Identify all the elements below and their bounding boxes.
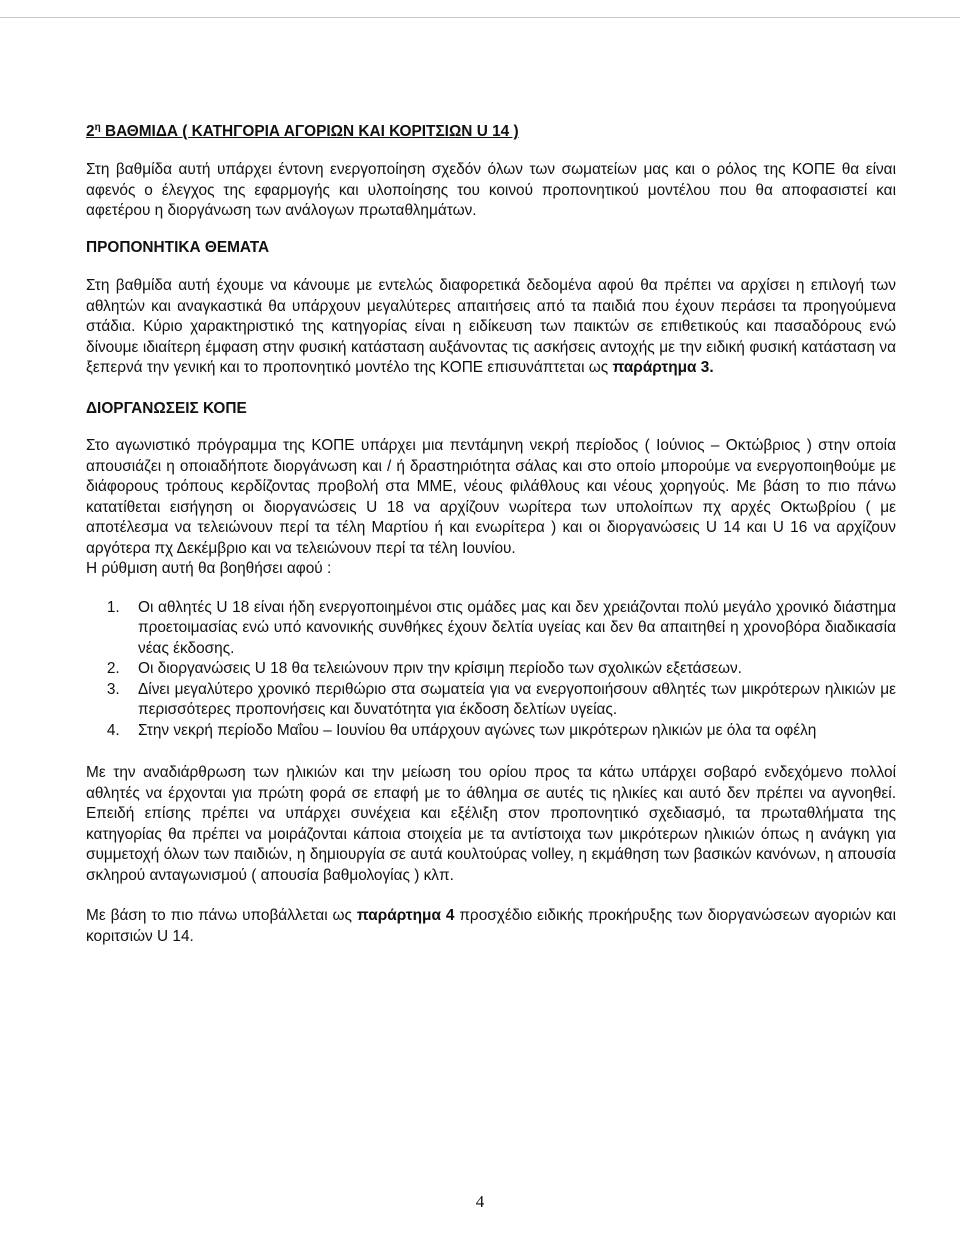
- events-paragraph: Στο αγωνιστικό πρόγραμμα της ΚΟΠΕ υπάρχει μια πεντάμηνη νεκρή περίοδος ( Ιούνιος – Οκτώβριος ) στην οποία απουσιάζει η οποιαδήποτε διοργάνωση και / ή δραστηριότητα σάλας και στο οποίο μπορούμε να ενεργοποιηθούμε με διάφορους τρόπους κερδίζοντας προβολή στα ΜΜΕ, νέους φιλάθλους και νέους χορηγούς. Με βάση το πιο πάνω κατατίθεται εισήγηση οι διοργανώσεις U 18 να αρχίζουν νωρίτερα των υπολοίπων πχ αρχές Οκτωβρίου ( με αποτέλεσμα να τελειώνουν περί τα τέλη Μαρτίου ή και ενωρίτερα ) και οι διοργανώσεις U 14 και U 16 να αρχίζουν αργότερα πχ Δεκέμβριο και να τελειώνουν περί τα τέλη Ιουνίου.: [86, 437, 896, 557]
- proposal-paragraph: [86, 906, 896, 947]
- proposal-post: προσχέδιο ειδικής προκήρυξης των διοργανώσεων αγοριών και κοριτσιών U 14.: [86, 907, 896, 945]
- document-body: [86, 118, 896, 947]
- title-number: 2: [86, 123, 95, 140]
- intro-paragraph: Στη βαθμίδα αυτή υπάρχει έντονη ενεργοποίηση σχεδόν όλων των σωματείων μας και ο ρόλος της ΚΟΠΕ θα είναι αφενός ο έλεγχος της εφαρμογής και υλοποίησης του κοινού προπονητικού μοντέλου που θα αποφασιστεί και αφετέρου η διοργάνωση των ανάλογων πρωταθλημάτων.: [86, 161, 896, 219]
- age-restructure-paragraph: Με την αναδιάρθρωση των ηλικιών και την μείωση του ορίου προς τα κάτω υπάρχει σοβαρό ενδεχόμενο πολλοί αθλητές να έρχονται για πρώτη φορά σε επαφή με το άθλημα σε αυτές τις ηλικίες και αυτό δεν πρέπει να αγνοηθεί. Επειδή επίσης πρέπει να υπάρχει συνέχεια και εξέλιξη στον προπονητικό σχεδιασμό, τα πρωταθλήματα της κατηγορίας θα πρέπει να μοιράζονται κάποια στοιχεία με τα αντίστοιχα των μικρότερων ηλικιών όπως η ανάγκη για συμμετοχή όλων των παιδιών, η δημιουργία σε αυτά κουλτούρας volley, η εκμάθηση των βασικών κανόνων, η απουσία σκληρού ανταγωνισμού ( απουσία βαθμολογίας ) κλπ.: [86, 764, 896, 884]
- training-paragraph: [86, 276, 896, 379]
- appendix-4-reference: παράρτημα 4: [356, 907, 455, 924]
- section-title: [86, 118, 896, 142]
- events-heading: ΔΙΟΡΓΑΝΩΣΕΙΣ ΚΟΠΕ: [86, 399, 247, 417]
- list-item: 3. Δίνει μεγαλύτερο χρονικό περιθώριο στα σωματεία για να ενεργοποιήσουν αθλητές των μικρότερων ηλικιών με περισσότερες προπονήσεις και δυνατότητα για έκδοση δελτίων υγείας.: [124, 680, 896, 721]
- scan-top-rule: [0, 17, 960, 18]
- appendix-3-reference: παράρτημα 3.: [612, 359, 714, 376]
- training-body: Στη βαθμίδα αυτή έχουμε να κάνουμε με εντελώς διαφορετικά δεδομένα αφού θα πρέπει να αρχίσει η επιλογή των αθλητών και αναγκαστικά θα υπάρχουν μεγαλύτερες απαιτήσεις από τα παιδιά που έχουν περάσει τα προηγούμενα στάδια. Κύριο χαρακτηριστικό της κατηγορίας είναι η ειδίκευση των παικτών σε επιθετικούς και πασαδόρους ενώ δίνουμε ιδιαίτερη έμφαση στην φυσική κατάσταση αυξάνοντας τις ασκήσεις αντοχής με την ειδική φυσική κατάσταση να ξεπερνά την γενική και το προπονητικό μοντέλο της ΚΟΠΕ επισυνάπτεται ως: [86, 277, 896, 376]
- events-lead-in: Η ρύθμιση αυτή θα βοηθήσει αφού :: [86, 560, 332, 577]
- page-number: 4: [475, 1192, 485, 1211]
- title-ordinal-suffix: η: [94, 122, 101, 133]
- list-item: 4. Στην νεκρή περίοδο Μαΐου – Ιουνίου θα υπάρχουν αγώνες των μικρότερων ηλικιών με όλα τα οφέλη: [124, 721, 896, 742]
- training-heading: ΠΡΟΠΟΝΗΤΙΚΑ ΘΕΜΑΤΑ: [86, 238, 270, 256]
- reasons-list: [86, 598, 896, 742]
- proposal-pre: Με βάση το πιο πάνω υποβάλλεται ως: [86, 907, 357, 924]
- list-item: 2. Οι διοργανώσεις U 18 θα τελειώνουν πριν την κρίσιμη περίοδο των σχολικών εξετάσεων.: [124, 659, 896, 680]
- list-item: 1. Οι αθλητές U 18 είναι ήδη ενεργοποιημένοι στις ομάδες μας και δεν χρειάζονται πολύ μεγάλο χρονικό διάστημα προετοιμασίας ενώ υπό κανονικής συνθήκες έχουν δελτία υγείας και δεν θα απαιτηθεί η χρονοβόρα διαδικασία νέας έκδοσης.: [124, 598, 896, 660]
- title-text: ΒΑΘΜΙΔΑ ( ΚΑΤΗΓΟΡΙΑ ΑΓΟΡΙΩΝ ΚΑΙ ΚΟΡΙΤΣΙΩΝ U 14 ): [100, 123, 519, 140]
